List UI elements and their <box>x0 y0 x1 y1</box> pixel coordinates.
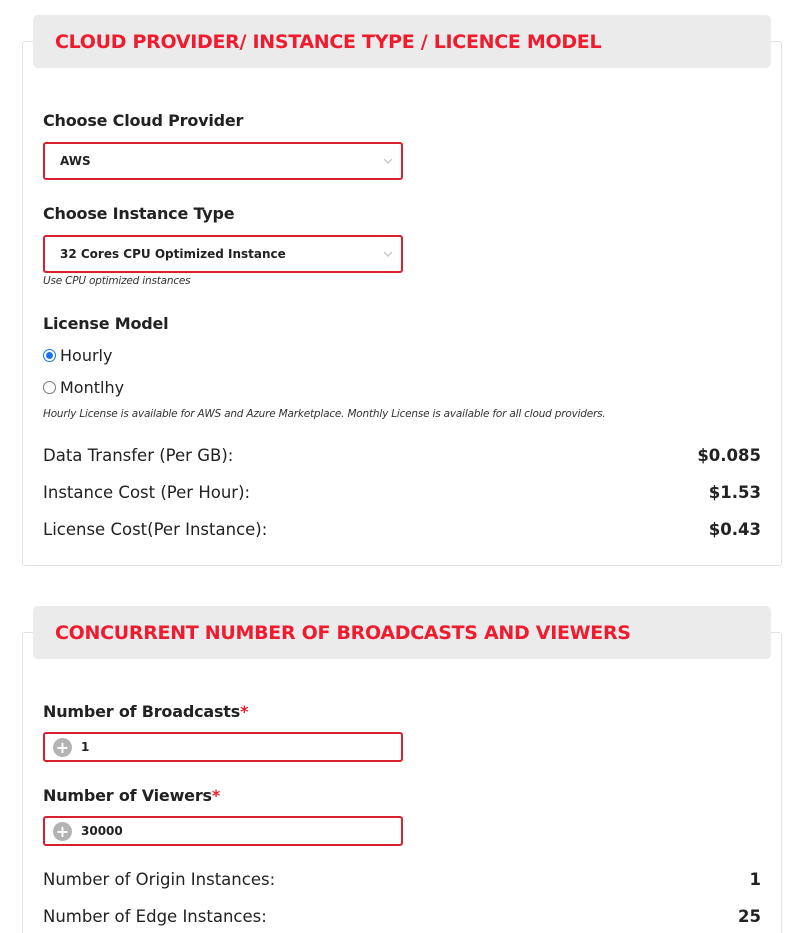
cost-label: Data Transfer (Per GB): <box>43 446 234 465</box>
section-title-cloud-provider: CLOUD PROVIDER/ INSTANCE TYPE / LICENCE MODEL <box>33 15 771 68</box>
radio-hourly-label: Hourly <box>60 346 113 365</box>
chevron-down-icon <box>383 249 393 259</box>
license-option-monthly[interactable] <box>43 378 124 397</box>
cloud-provider-select[interactable] <box>43 142 403 180</box>
radio-monthly-label: Montlhy <box>60 378 125 397</box>
cost-label: Instance Cost (Per Hour): <box>43 483 251 502</box>
result-label: Number of Origin Instances: <box>43 870 276 889</box>
cloud-provider-label: Choose Cloud Provider <box>43 111 244 130</box>
section-title-broadcasts: CONCURRENT NUMBER OF BROADCASTS AND VIEWERS <box>33 606 771 659</box>
chevron-down-icon <box>383 156 393 166</box>
plus-icon[interactable]: + <box>53 822 72 841</box>
result-value: 1 <box>749 870 761 889</box>
required-mark: * <box>211 786 220 805</box>
cloud-provider-selected: AWS <box>60 154 91 168</box>
license-model-hint: Hourly License is available for AWS and Azure Marketplace. Monthly License is available for all cloud providers. <box>43 408 606 420</box>
radio-monthly[interactable] <box>43 381 56 394</box>
viewers-value[interactable]: 30000 <box>81 824 123 838</box>
broadcasts-stepper[interactable] <box>43 732 403 762</box>
radio-hourly[interactable] <box>43 349 56 362</box>
instance-type-selected: 32 Cores CPU Optimized Instance <box>60 247 286 261</box>
instance-type-label: Choose Instance Type <box>43 204 235 223</box>
license-model-label: License Model <box>43 314 169 333</box>
license-option-hourly[interactable] <box>43 346 112 365</box>
cost-label: License Cost(Per Instance): <box>43 520 268 539</box>
viewers-stepper[interactable] <box>43 816 403 846</box>
broadcasts-value[interactable]: 1 <box>81 740 90 754</box>
cost-row-instance <box>43 483 761 502</box>
broadcasts-label: Number of Broadcasts* <box>43 702 249 721</box>
result-value: 25 <box>738 907 761 926</box>
result-label: Number of Edge Instances: <box>43 907 267 926</box>
result-row-edge <box>43 907 761 926</box>
cost-value: $1.53 <box>708 483 761 502</box>
cloud-provider-card <box>22 30 782 566</box>
instance-type-select[interactable] <box>43 235 403 273</box>
plus-icon[interactable]: + <box>53 738 72 757</box>
viewers-label: Number of Viewers* <box>43 786 220 805</box>
cost-value: $0.085 <box>697 446 761 465</box>
required-mark: * <box>240 702 249 721</box>
cost-row-license <box>43 520 761 539</box>
cost-row-data-transfer <box>43 446 761 465</box>
result-row-origin <box>43 870 761 889</box>
instance-type-hint: Use CPU optimized instances <box>43 275 191 287</box>
cost-value: $0.43 <box>708 520 761 539</box>
broadcasts-viewers-card <box>22 621 782 933</box>
